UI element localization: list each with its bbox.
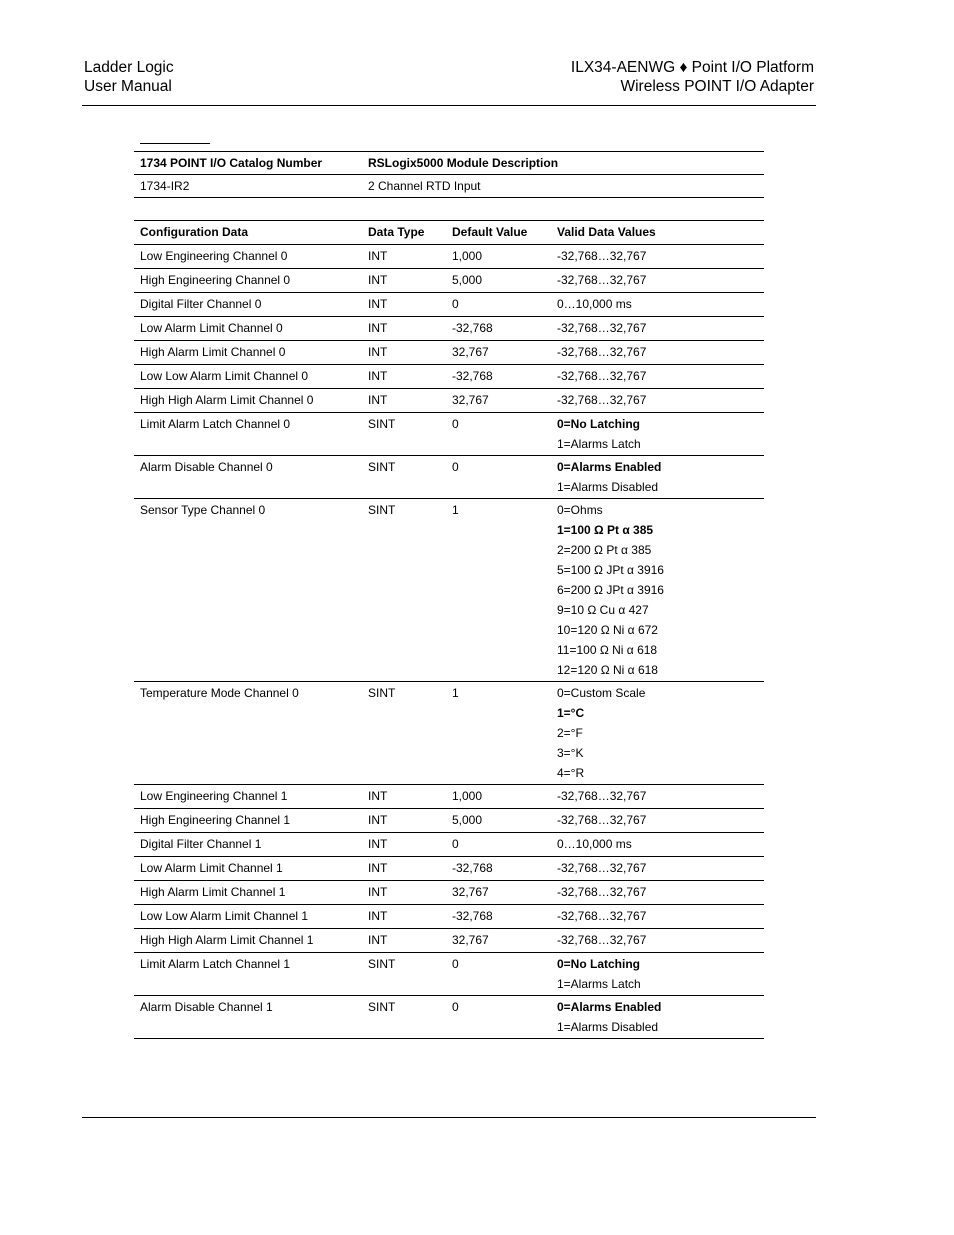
config-name-cell: Low Low Alarm Limit Channel 1: [134, 905, 362, 929]
valid-value-line: 4=°R: [557, 766, 585, 780]
valid-value-line: 2=200 Ω Pt α 385: [557, 543, 652, 557]
table-row: [134, 881, 764, 905]
header-document-type: User Manual: [84, 78, 172, 95]
valid-value-line: 9=10 Ω Cu α 427: [557, 603, 649, 617]
page-header-right: [571, 58, 814, 96]
valid-value-line: -32,768…32,767: [557, 393, 647, 407]
valid-value-line: 1=Alarms Disabled: [557, 1020, 659, 1034]
default-value-cell: 1,000: [446, 785, 551, 809]
valid-value-line: -32,768…32,767: [557, 345, 647, 359]
table-row: [134, 456, 764, 499]
config-name-cell: High Alarm Limit Channel 0: [134, 341, 362, 365]
valid-values-cell: [551, 682, 764, 785]
table-row: [134, 785, 764, 809]
table-row: [134, 245, 764, 269]
valid-values-cell: [551, 929, 764, 953]
table-row: [134, 413, 764, 456]
valid-values-cell: [551, 413, 764, 456]
config-name-cell: Low Low Alarm Limit Channel 0: [134, 365, 362, 389]
valid-value-line: 1=°C: [557, 706, 585, 720]
config-name-cell: Alarm Disable Channel 0: [134, 456, 362, 499]
default-value-cell: 1,000: [446, 245, 551, 269]
table-row: [134, 389, 764, 413]
data-type-cell: INT: [362, 905, 446, 929]
table-row: [134, 996, 764, 1039]
default-value-cell: 5,000: [446, 809, 551, 833]
table-row: [134, 317, 764, 341]
valid-value-line: -32,768…32,767: [557, 369, 647, 383]
configuration-table-body: [134, 245, 764, 1039]
valid-value-line: -32,768…32,767: [557, 273, 647, 287]
table-row: [134, 857, 764, 881]
default-value-cell: 0: [446, 456, 551, 499]
module-description-cell: 2 Channel RTD Input: [362, 175, 764, 198]
valid-value-line: -32,768…32,767: [557, 933, 647, 947]
configuration-data-header: Configuration Data: [134, 221, 362, 245]
default-value-cell: -32,768: [446, 905, 551, 929]
default-value-cell: 32,767: [446, 341, 551, 365]
valid-value-line: 3=°K: [557, 746, 584, 760]
valid-value-line: -32,768…32,767: [557, 321, 647, 335]
config-name-cell: Temperature Mode Channel 0: [134, 682, 362, 785]
footer-divider: [82, 1117, 816, 1118]
config-name-cell: Low Alarm Limit Channel 0: [134, 317, 362, 341]
table-row: [134, 682, 764, 785]
default-value-cell: 0: [446, 413, 551, 456]
config-name-cell: Alarm Disable Channel 1: [134, 996, 362, 1039]
valid-value-line: 0…10,000 ms: [557, 297, 632, 311]
valid-value-line: 6=200 Ω JPt α 3916: [557, 583, 664, 597]
valid-values-cell: [551, 905, 764, 929]
valid-value-line: -32,768…32,767: [557, 249, 647, 263]
default-value-cell: 0: [446, 833, 551, 857]
default-value-cell: 0: [446, 996, 551, 1039]
table-row: [134, 905, 764, 929]
default-value-cell: 1: [446, 499, 551, 682]
valid-values-cell: [551, 809, 764, 833]
valid-values-cell: [551, 341, 764, 365]
data-type-cell: INT: [362, 365, 446, 389]
valid-values-cell: [551, 785, 764, 809]
default-value-cell: -32,768: [446, 857, 551, 881]
data-type-cell: INT: [362, 389, 446, 413]
data-type-cell: SINT: [362, 682, 446, 785]
data-type-cell: SINT: [362, 456, 446, 499]
data-type-cell: INT: [362, 341, 446, 365]
catalog-number-cell: 1734-IR2: [134, 175, 362, 198]
config-name-cell: High High Alarm Limit Channel 1: [134, 929, 362, 953]
valid-value-line: 10=120 Ω Ni α 672: [557, 623, 658, 637]
catalog-table-row: [134, 175, 764, 198]
header-product-name: ILX34-AENWG ♦ Point I/O Platform: [570, 59, 814, 76]
default-value-cell: 5,000: [446, 269, 551, 293]
valid-value-line: 0=Alarms Enabled: [557, 1000, 662, 1014]
default-value-cell: 0: [446, 953, 551, 996]
valid-value-line: -32,768…32,767: [557, 813, 647, 827]
data-type-cell: SINT: [362, 996, 446, 1039]
config-name-cell: High High Alarm Limit Channel 0: [134, 389, 362, 413]
config-name-cell: High Alarm Limit Channel 1: [134, 881, 362, 905]
valid-value-line: -32,768…32,767: [557, 861, 647, 875]
default-value-cell: 0: [446, 293, 551, 317]
valid-value-line: 0=Ohms: [557, 503, 603, 517]
data-type-cell: INT: [362, 269, 446, 293]
valid-value-line: 12=120 Ω Ni α 618: [557, 663, 658, 677]
valid-values-cell: [551, 317, 764, 341]
valid-values-cell: [551, 245, 764, 269]
catalog-number-header: 1734 POINT I/O Catalog Number: [134, 152, 362, 175]
valid-value-line: -32,768…32,767: [557, 789, 647, 803]
data-type-cell: INT: [362, 317, 446, 341]
valid-value-line: 1=Alarms Disabled: [557, 480, 659, 494]
default-value-cell: -32,768: [446, 317, 551, 341]
valid-data-values-header: Valid Data Values: [551, 221, 764, 245]
data-type-cell: INT: [362, 245, 446, 269]
valid-value-line: 1=Alarms Latch: [557, 437, 641, 451]
data-type-cell: INT: [362, 809, 446, 833]
table-row: [134, 499, 764, 682]
config-name-cell: Sensor Type Channel 0: [134, 499, 362, 682]
valid-values-cell: [551, 365, 764, 389]
config-name-cell: Low Alarm Limit Channel 1: [134, 857, 362, 881]
valid-values-cell: [551, 953, 764, 996]
configuration-table-header: [134, 221, 764, 245]
data-type-cell: INT: [362, 881, 446, 905]
header-product-subtitle: Wireless POINT I/O Adapter: [620, 78, 814, 95]
data-type-cell: INT: [362, 293, 446, 317]
table-row: [134, 341, 764, 365]
valid-values-cell: [551, 833, 764, 857]
catalog-table-header: [134, 152, 764, 175]
valid-value-line: 0=No Latching: [557, 957, 641, 971]
valid-value-line: 0=No Latching: [557, 417, 641, 431]
data-type-header: Data Type: [362, 221, 446, 245]
table-row: [134, 269, 764, 293]
table-row: [134, 293, 764, 317]
table-row: [134, 953, 764, 996]
default-value-cell: 32,767: [446, 929, 551, 953]
config-name-cell: Low Engineering Channel 0: [134, 245, 362, 269]
config-name-cell: Limit Alarm Latch Channel 1: [134, 953, 362, 996]
config-name-cell: Limit Alarm Latch Channel 0: [134, 413, 362, 456]
valid-value-line: 1=Alarms Latch: [557, 977, 641, 991]
valid-value-line: 2=°F: [557, 726, 583, 740]
table-row: [134, 833, 764, 857]
valid-values-cell: [551, 269, 764, 293]
config-name-cell: Low Engineering Channel 1: [134, 785, 362, 809]
table-row: [134, 809, 764, 833]
valid-values-cell: [551, 857, 764, 881]
valid-values-cell: [551, 389, 764, 413]
valid-values-cell: [551, 456, 764, 499]
data-type-cell: INT: [362, 785, 446, 809]
header-divider: [82, 105, 816, 106]
valid-values-cell: [551, 499, 764, 682]
header-section-title: Ladder Logic: [84, 59, 174, 76]
default-value-cell: -32,768: [446, 365, 551, 389]
default-value-header: Default Value: [446, 221, 551, 245]
catalog-table: [134, 151, 764, 198]
valid-values-cell: [551, 881, 764, 905]
data-type-cell: INT: [362, 857, 446, 881]
data-type-cell: SINT: [362, 499, 446, 682]
config-name-cell: Digital Filter Channel 0: [134, 293, 362, 317]
table-row: [134, 365, 764, 389]
module-description-header: RSLogix5000 Module Description: [362, 152, 764, 175]
data-type-cell: SINT: [362, 413, 446, 456]
valid-value-line: 0=Alarms Enabled: [557, 460, 662, 474]
default-value-cell: 32,767: [446, 389, 551, 413]
valid-value-line: 0=Custom Scale: [557, 686, 646, 700]
data-type-cell: INT: [362, 833, 446, 857]
config-name-cell: High Engineering Channel 0: [134, 269, 362, 293]
valid-value-line: 1=100 Ω Pt α 385: [557, 523, 654, 537]
valid-value-line: 11=100 Ω Ni α 618: [557, 643, 658, 657]
table-label-rule: [140, 143, 210, 144]
config-name-cell: Digital Filter Channel 1: [134, 833, 362, 857]
table-row: [134, 929, 764, 953]
config-name-cell: High Engineering Channel 1: [134, 809, 362, 833]
valid-value-line: 0…10,000 ms: [557, 837, 632, 851]
valid-values-cell: [551, 293, 764, 317]
valid-value-line: -32,768…32,767: [557, 909, 647, 923]
data-type-cell: INT: [362, 929, 446, 953]
default-value-cell: 1: [446, 682, 551, 785]
valid-values-cell: [551, 996, 764, 1039]
page-header-left: [84, 58, 174, 96]
default-value-cell: 32,767: [446, 881, 551, 905]
data-type-cell: SINT: [362, 953, 446, 996]
valid-value-line: -32,768…32,767: [557, 885, 647, 899]
valid-value-line: 5=100 Ω JPt α 3916: [557, 563, 664, 577]
configuration-table: [134, 220, 764, 1039]
